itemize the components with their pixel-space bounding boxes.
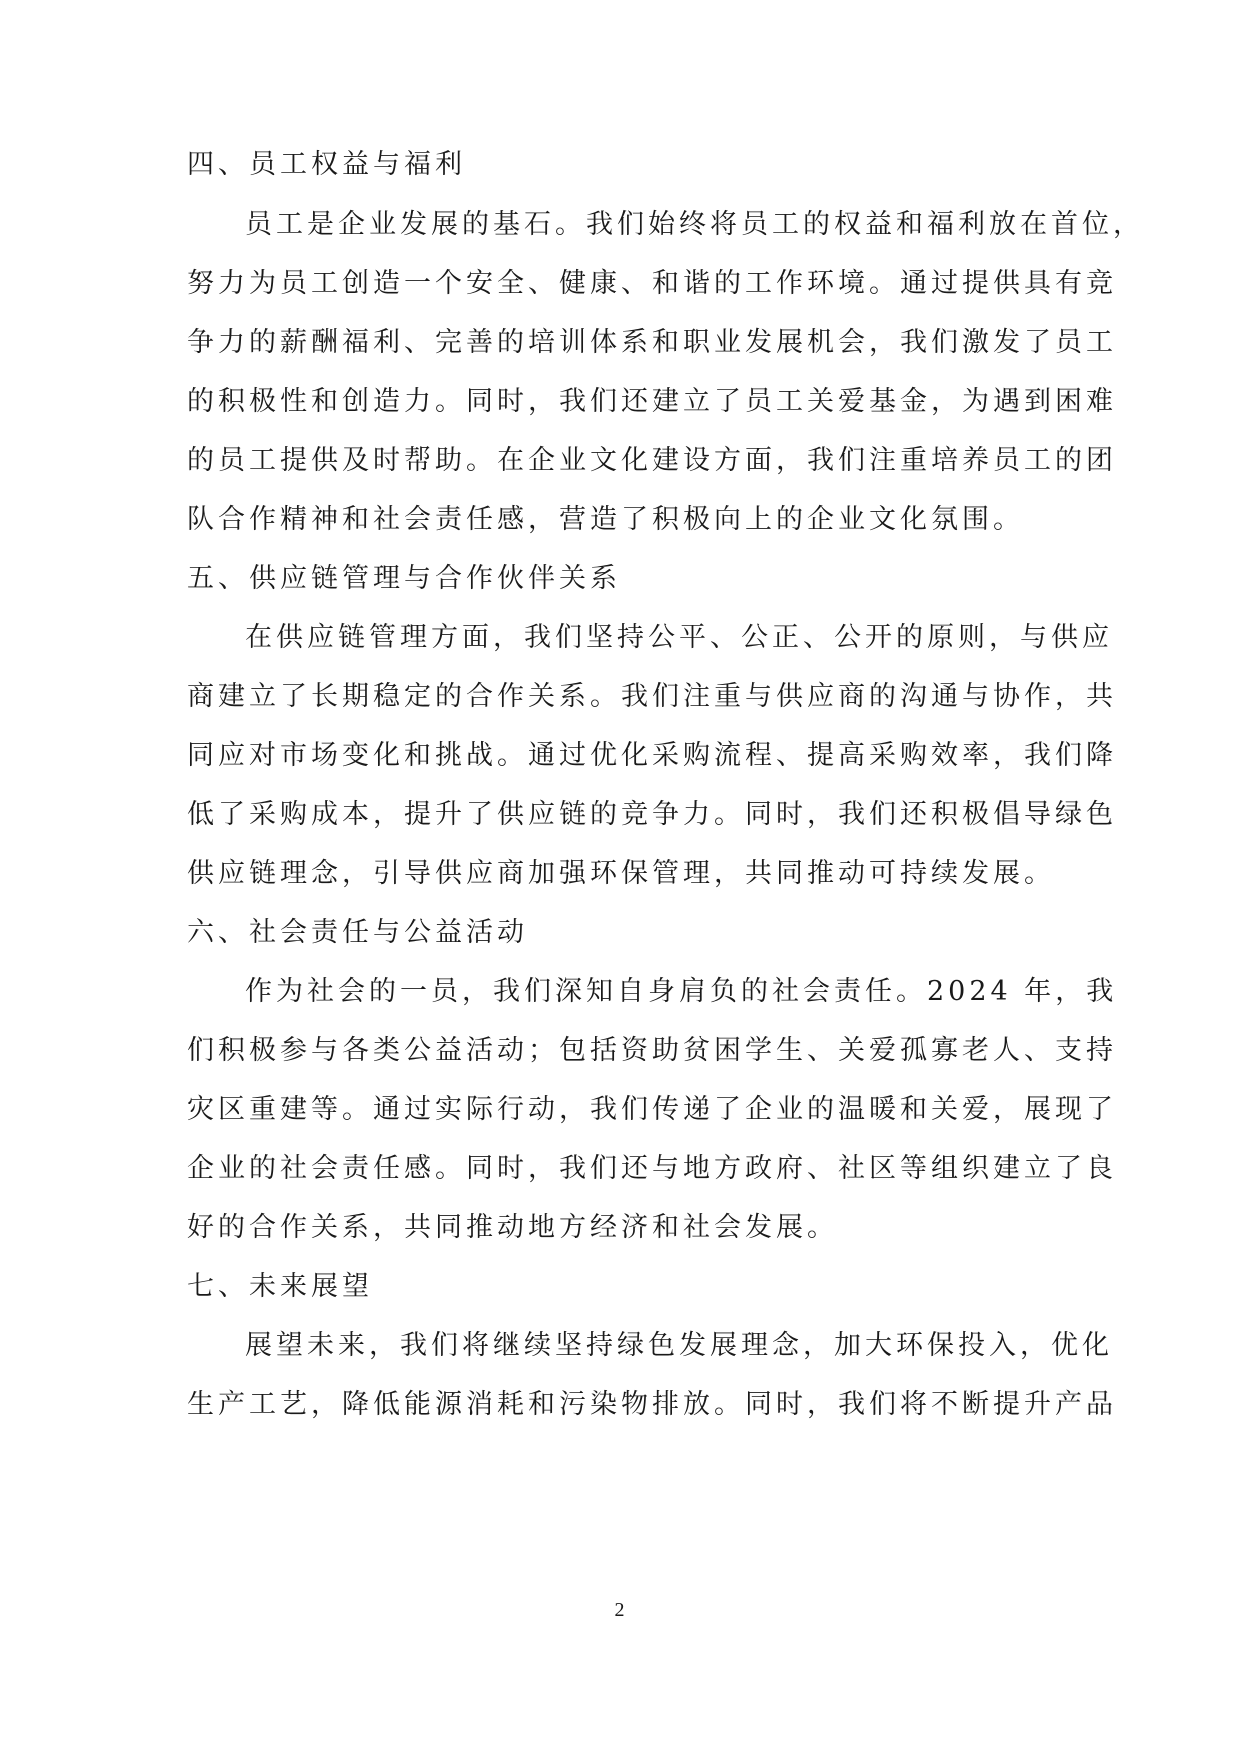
paragraph-line: 们积极参与各类公益活动；包括资助贫困学生、关爱孤寡老人、支持 xyxy=(187,1035,1117,1066)
paragraph-line: 员工是企业发展的基石。我们始终将员工的权益和福利放在首位， xyxy=(245,209,1144,240)
paragraph-line: 同应对市场变化和挑战。通过优化采购流程、提高采购效率，我们降 xyxy=(187,740,1117,771)
paragraph-line: 作为社会的一员，我们深知自身肩负的社会责任。2024 年，我 xyxy=(245,976,1118,1007)
paragraph-line: 在供应链管理方面，我们坚持公平、公正、公开的原则，与供应 xyxy=(245,622,1113,653)
section-heading: 四、员工权益与福利 xyxy=(187,149,466,180)
section-heading: 五、供应链管理与合作伙伴关系 xyxy=(187,563,621,594)
paragraph-line: 的积极性和创造力。同时，我们还建立了员工关爱基金，为遇到困难 xyxy=(187,386,1117,417)
paragraph-line: 低了采购成本，提升了供应链的竞争力。同时，我们还积极倡导绿色 xyxy=(187,799,1117,830)
paragraph-line: 供应链理念，引导供应商加强环保管理，共同推动可持续发展。 xyxy=(187,858,1055,889)
paragraph-line: 好的合作关系，共同推动地方经济和社会发展。 xyxy=(187,1212,838,1243)
page-number: 2 xyxy=(614,1599,625,1621)
paragraph-line: 争力的薪酬福利、完善的培训体系和职业发展机会，我们激发了员工 xyxy=(187,327,1117,358)
paragraph-line: 生产工艺，降低能源消耗和污染物排放。同时，我们将不断提升产品 xyxy=(187,1389,1117,1420)
section-heading: 六、社会责任与公益活动 xyxy=(187,917,528,948)
paragraph-line: 灾区重建等。通过实际行动，我们传递了企业的温暖和关爱，展现了 xyxy=(187,1094,1117,1125)
paragraph-line: 队合作精神和社会责任感，营造了积极向上的企业文化氛围。 xyxy=(187,504,1024,535)
paragraph-line: 的员工提供及时帮助。在企业文化建设方面，我们注重培养员工的团 xyxy=(187,445,1117,476)
paragraph-line: 商建立了长期稳定的合作关系。我们注重与供应商的沟通与协作，共 xyxy=(187,681,1117,712)
section-heading: 七、未来展望 xyxy=(187,1271,373,1302)
paragraph-line: 展望未来，我们将继续坚持绿色发展理念，加大环保投入，优化 xyxy=(245,1330,1113,1361)
paragraph-line: 企业的社会责任感。同时，我们还与地方政府、社区等组织建立了良 xyxy=(187,1153,1117,1184)
paragraph-line: 努力为员工创造一个安全、健康、和谐的工作环境。通过提供具有竞 xyxy=(187,268,1117,299)
